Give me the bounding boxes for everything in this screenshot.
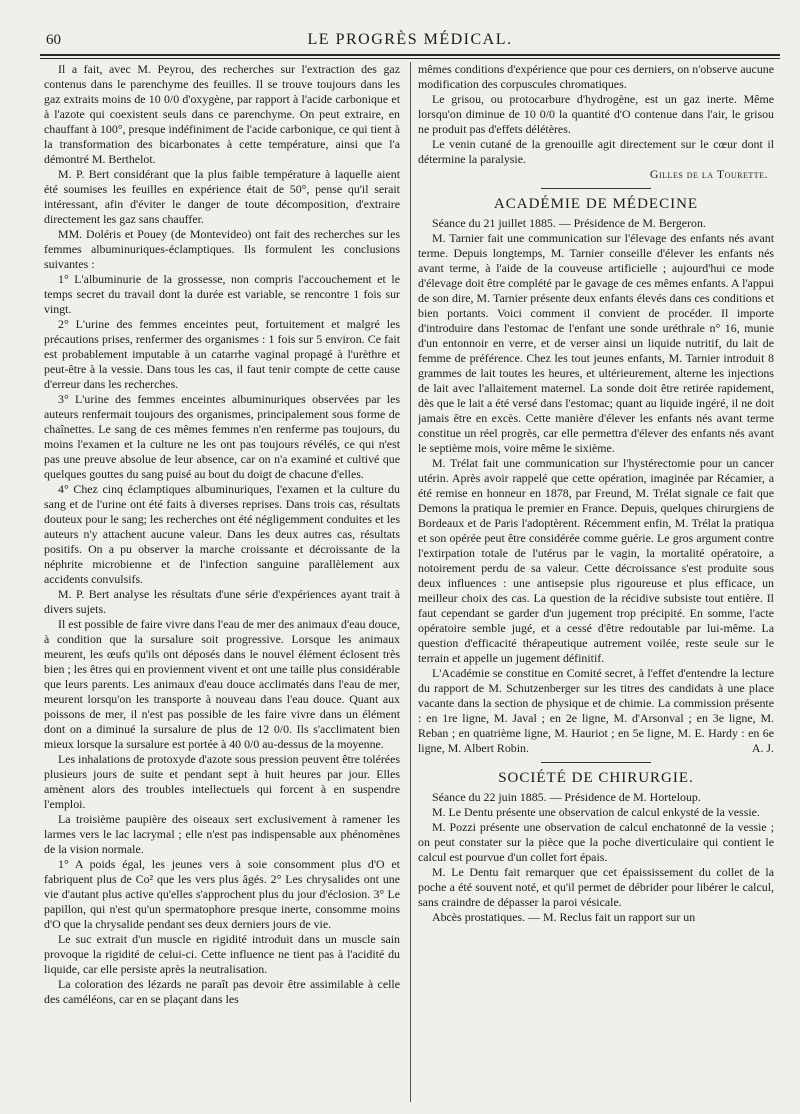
left-column bbox=[44, 62, 400, 1102]
right-column bbox=[418, 62, 774, 1102]
paragraph: Abcès prostatiques. — M. Reclus fait un rapport sur un bbox=[432, 910, 696, 924]
header-rule-thin bbox=[40, 58, 780, 59]
page-header bbox=[40, 28, 780, 52]
column-divider bbox=[410, 62, 411, 1102]
section-separator bbox=[541, 762, 651, 763]
paragraph: MM. Doléris et Pouey (de Montevideo) ont fait des recherches sur les femmes albuminuriques-éclamptiques. Ils formulent les conclusions suivantes : bbox=[44, 227, 400, 271]
header-rule-thick bbox=[40, 54, 780, 56]
paragraph: 2° L'urine des femmes enceintes peut, fortuitement et malgré les précautions prises, renfermer des organismes : 1 fois sur 5 environ. Ce fait est probablement imputable à un catarrhe vaginal propagé à l'urèthre et peut-être à la vessie. Dans tous les cas, il faut tenir compte de cette cause d'erreur dans les recherches. bbox=[44, 317, 400, 391]
paragraph: M. Tarnier fait une communication sur l'élevage des enfants nés avant terme. Depuis longtemps, M. Tarnier conseille d'élever les enfants nés avant terme, à l'aide de la couveuse artificielle ; aujourd'hui ce mode d'élevage doit être complété par le gavage de ces mêmes enfants. A l'appui de son dire, M. Tarnier présente deux enfants élevés dans ces conditions et bien portants. Voici comment il convient de procéder. Il importe d'introduire dans l'estomac de l'enfant une sonde uréthrale n° 16, munie d'un entonnoir en verre, et de verser ainsi un liquide nutritif, du lait de femme de préférence. Chez les tout jeunes enfants, M. Tarnier introduit 8 grammes de lait toutes les heures, et ultérieurement, alterne les injections de lait avec l'allaitement maternel. La sonde doit être retirée rapidement, dès que le lait a été versé dans l'estomac; quant au liquide ingéré, il ne doit jamais être en excès. Cette manière d'élever les enfants nés avant terme constitue un réel progrès, car elle permettra d'élever des enfants nés avant le septième mois, voire même le sixième. bbox=[418, 231, 774, 455]
page-number: 60 bbox=[46, 32, 61, 48]
paragraph: Le venin cutané de la grenouille agit directement sur le cœur dont il détermine la paralysie. bbox=[418, 137, 774, 166]
section-separator bbox=[541, 188, 651, 189]
paragraph: Le grisou, ou protocarbure d'hydrogène, est un gaz inerte. Même lorsqu'on diminue de 10 0/0 la quantité d'O contenue dans l'air, le grisou ne produit pas d'effets délétères. bbox=[418, 92, 774, 136]
paragraph: M. Trélat fait une communication sur l'hystérectomie pour un cancer utérin. Après avoir rappelé que cette opération, imaginée par Récamier, a été remise en honneur en 1878, par Freund, M. Trélat signale ce fait que Demons la pratiqua le premier en France. Depuis, quelques chirurgiens de Bordeaux et de Paris l'adoptèrent. Récemment enfin, M. Trélat la pratiqua et son opérée peut être considérée comme guérie. Le gros argument contre l'extirpation totale de l'utérus par le vagin, la mortalité opératoire, a notoirement perdu de sa valeur. Cette décroissance s'est produite sous deux influences : une antisepsie plus rigoureuse et plus efficace, un meilleur choix des cas. La question de la récidive subsiste tout entière. Il faut cependant se garder d'un jugement trop précipité. En somme, l'acte opératoire semble jugé, et a cessé d'être redoutable par lui-même. La question d'efficacité thérapeutique autrement voilée, reste seule sur le terrain et appelle un jugement définitif. bbox=[418, 456, 774, 665]
paragraph: M. Pozzi présente une observation de calcul enchatonné de la vessie ; on peut constater sur la pièce que la poche diverticulaire qui contient le calcul est pourvue d'un collet fort épais. bbox=[418, 820, 774, 864]
section-title: ACADÉMIE DE MÉDECINE bbox=[493, 196, 699, 212]
session-line: Séance du 22 juin 1885. — Présidence de M. Horteloup. bbox=[432, 790, 701, 804]
paragraph: M. Le Dentu présente une observation de calcul enkysté de la vessie. bbox=[432, 805, 760, 819]
paragraph: La coloration des lézards ne paraît pas devoir être assimilable à celle des caméléons, car en se plaçant dans les bbox=[44, 977, 400, 1006]
paragraph: 4° Chez cinq éclamptiques albuminuriques, l'examen et la culture du sang et de l'urine ont été faits à diverses reprises. Dans trois cas, résultats douteux pour le sang; les recherches ont été négligemment conduites et les auteurs n'y attachent aucune valeur. Dans les deux autres cas, résultats positifs. On a pu observer la marche croissante et décroissante de la néphrite microbienne et de l'infection sanguine parallèlement aux accidents convulsifs. bbox=[44, 482, 400, 586]
section-title: SOCIÉTÉ DE CHIRURGIE. bbox=[498, 770, 694, 786]
paragraph: 1° L'albuminurie de la grossesse, non compris l'accouchement et le temps secret du travail dont la durée est variable, se rencontre 1 fois sur vingt. bbox=[44, 272, 400, 316]
paragraph: M. Le Dentu fait remarquer que cet épaississement du collet de la poche a été souvent noté, et qu'il permet de débrider pour libérer le calcul, sans craindre de dépasser la paroi vésicale. bbox=[418, 865, 774, 909]
paragraph: mêmes conditions d'expérience que pour ces derniers, on n'observe aucune modification des corpuscules chromatiques. bbox=[418, 62, 774, 91]
paragraph: La troisième paupière des oiseaux sert exclusivement à ramener les larmes vers le lac lacrymal ; elle n'est pas indispensable aux phénomènes de la vision normale. bbox=[44, 812, 400, 856]
author-initials: A. J. bbox=[751, 741, 774, 755]
journal-title: LE PROGRÈS MÉDICAL. bbox=[307, 31, 513, 48]
paragraph: Il a fait, avec M. Peyrou, des recherches sur l'extraction des gaz contenus dans le parenchyme des feuilles. Il se trouve toujours dans les gaz extraits moins de 10 0/0 d'oxygène, par rapport à l'acide carbonique et à l'azote qui coexistent seuls dans ce parenchyme. On peut extraire, en chauffant à 100°, presque indéfiniment de l'acide carbonique, ce qui tient à la transformation des bicarbonates à cette température, ainsi que l'a démontré M. Berthelot. bbox=[44, 62, 400, 166]
session-line: Séance du 21 juillet 1885. — Présidence de M. Bergeron. bbox=[432, 216, 706, 230]
paragraph: Il est possible de faire vivre dans l'eau de mer des animaux d'eau douce, à condition que la sursalure soit progressive. Lorsque les animaux meurent, les œufs qu'ils ont déposés dans le nouvel élément éclosent très bien ; les êtres qui en proviennent vivent et ont une taille plus considérable que leurs parents. Les animaux d'eau douce acclimatés dans l'eau de mer, meurent lorsqu'on les transporte à nouveau dans l'eau douce. Quant aux poissons de mer, il n'est pas possible de les faire vivre dans un élément dont on a diminué la sursalure de plus de 12 0/0. Ils s'acclimatent bien mieux lorsque la sursalure est portée à 40 0/0 au-dessus de la moyenne. bbox=[44, 617, 400, 751]
paragraph: 1° A poids égal, les jeunes vers à soie consomment plus d'O et fabriquent plus de Co² que les vers plus âgés. 2° Les chrysalides ont une vie d'autant plus active qu'elles s'approchent plus du jour d'éclosion. 3° Le papillon, qui n'est qu'un spermatophore presque inerte, consomme moins d'O que la chrysalide pendant ses deux derniers jours de vie. bbox=[44, 857, 400, 931]
paragraph: M. P. Bert analyse les résultats d'une série d'expériences ayant trait à divers sujets. bbox=[44, 587, 400, 616]
author-signature: Gilles de la Tourette. bbox=[649, 167, 768, 181]
paragraph: Le suc extrait d'un muscle en rigidité introduit dans un muscle sain provoque la rigidité de celui-ci. Cette influence ne tient pas à l'acidité du liquide, car elle persiste après la neutralisation. bbox=[44, 932, 400, 976]
paragraph: 3° L'urine des femmes enceintes albuminuriques observées par les auteurs renfermait toujours des organismes, principalement sous forme de chaînettes. Le sang de ces mêmes femmes n'en renferme pas toujours, du moins l'examen et la culture ne les ont pas toujours révélés, ce qui n'est pas une preuve absolue de leur absence, car on n'a examiné et cultivé que quelques gouttes du sang puisé au bout du doigt de chacune d'elles. bbox=[44, 392, 400, 481]
paragraph bbox=[418, 666, 774, 756]
paragraph-text: L'Académie se constitue en Comité secret, à l'effet d'entendre la lecture du rapport de M. Schutzenberger sur les titres des candidats à une place vacante dans la section de physique et de chimie. La commission présente : en 1re ligne, M. Javal ; en 2e ligne, M. d'Arsonval ; en 3e ligne, M. Reban ; en quatrième ligne, M. Hauriot ; en 5e ligne, M. E. Hardy : en 6e ligne, M. Albert Robin. bbox=[418, 666, 774, 755]
paragraph: Les inhalations de protoxyde d'azote sous pression peuvent être tolérées plusieurs jours de suite et pendant sept à huit heures par jour. Elles amènent alors des troubles intellectuels qui forcent à en suspendre l'emploi. bbox=[44, 752, 400, 811]
paragraph: M. P. Bert considérant que la plus faible température à laquelle aient été soumises les feuilles en expérience était de 50°, pense qu'il serait intéressant, afin d'éviter le danger de toute décomposition, d'extraire directement les gaz sans chauffer. bbox=[44, 167, 400, 226]
